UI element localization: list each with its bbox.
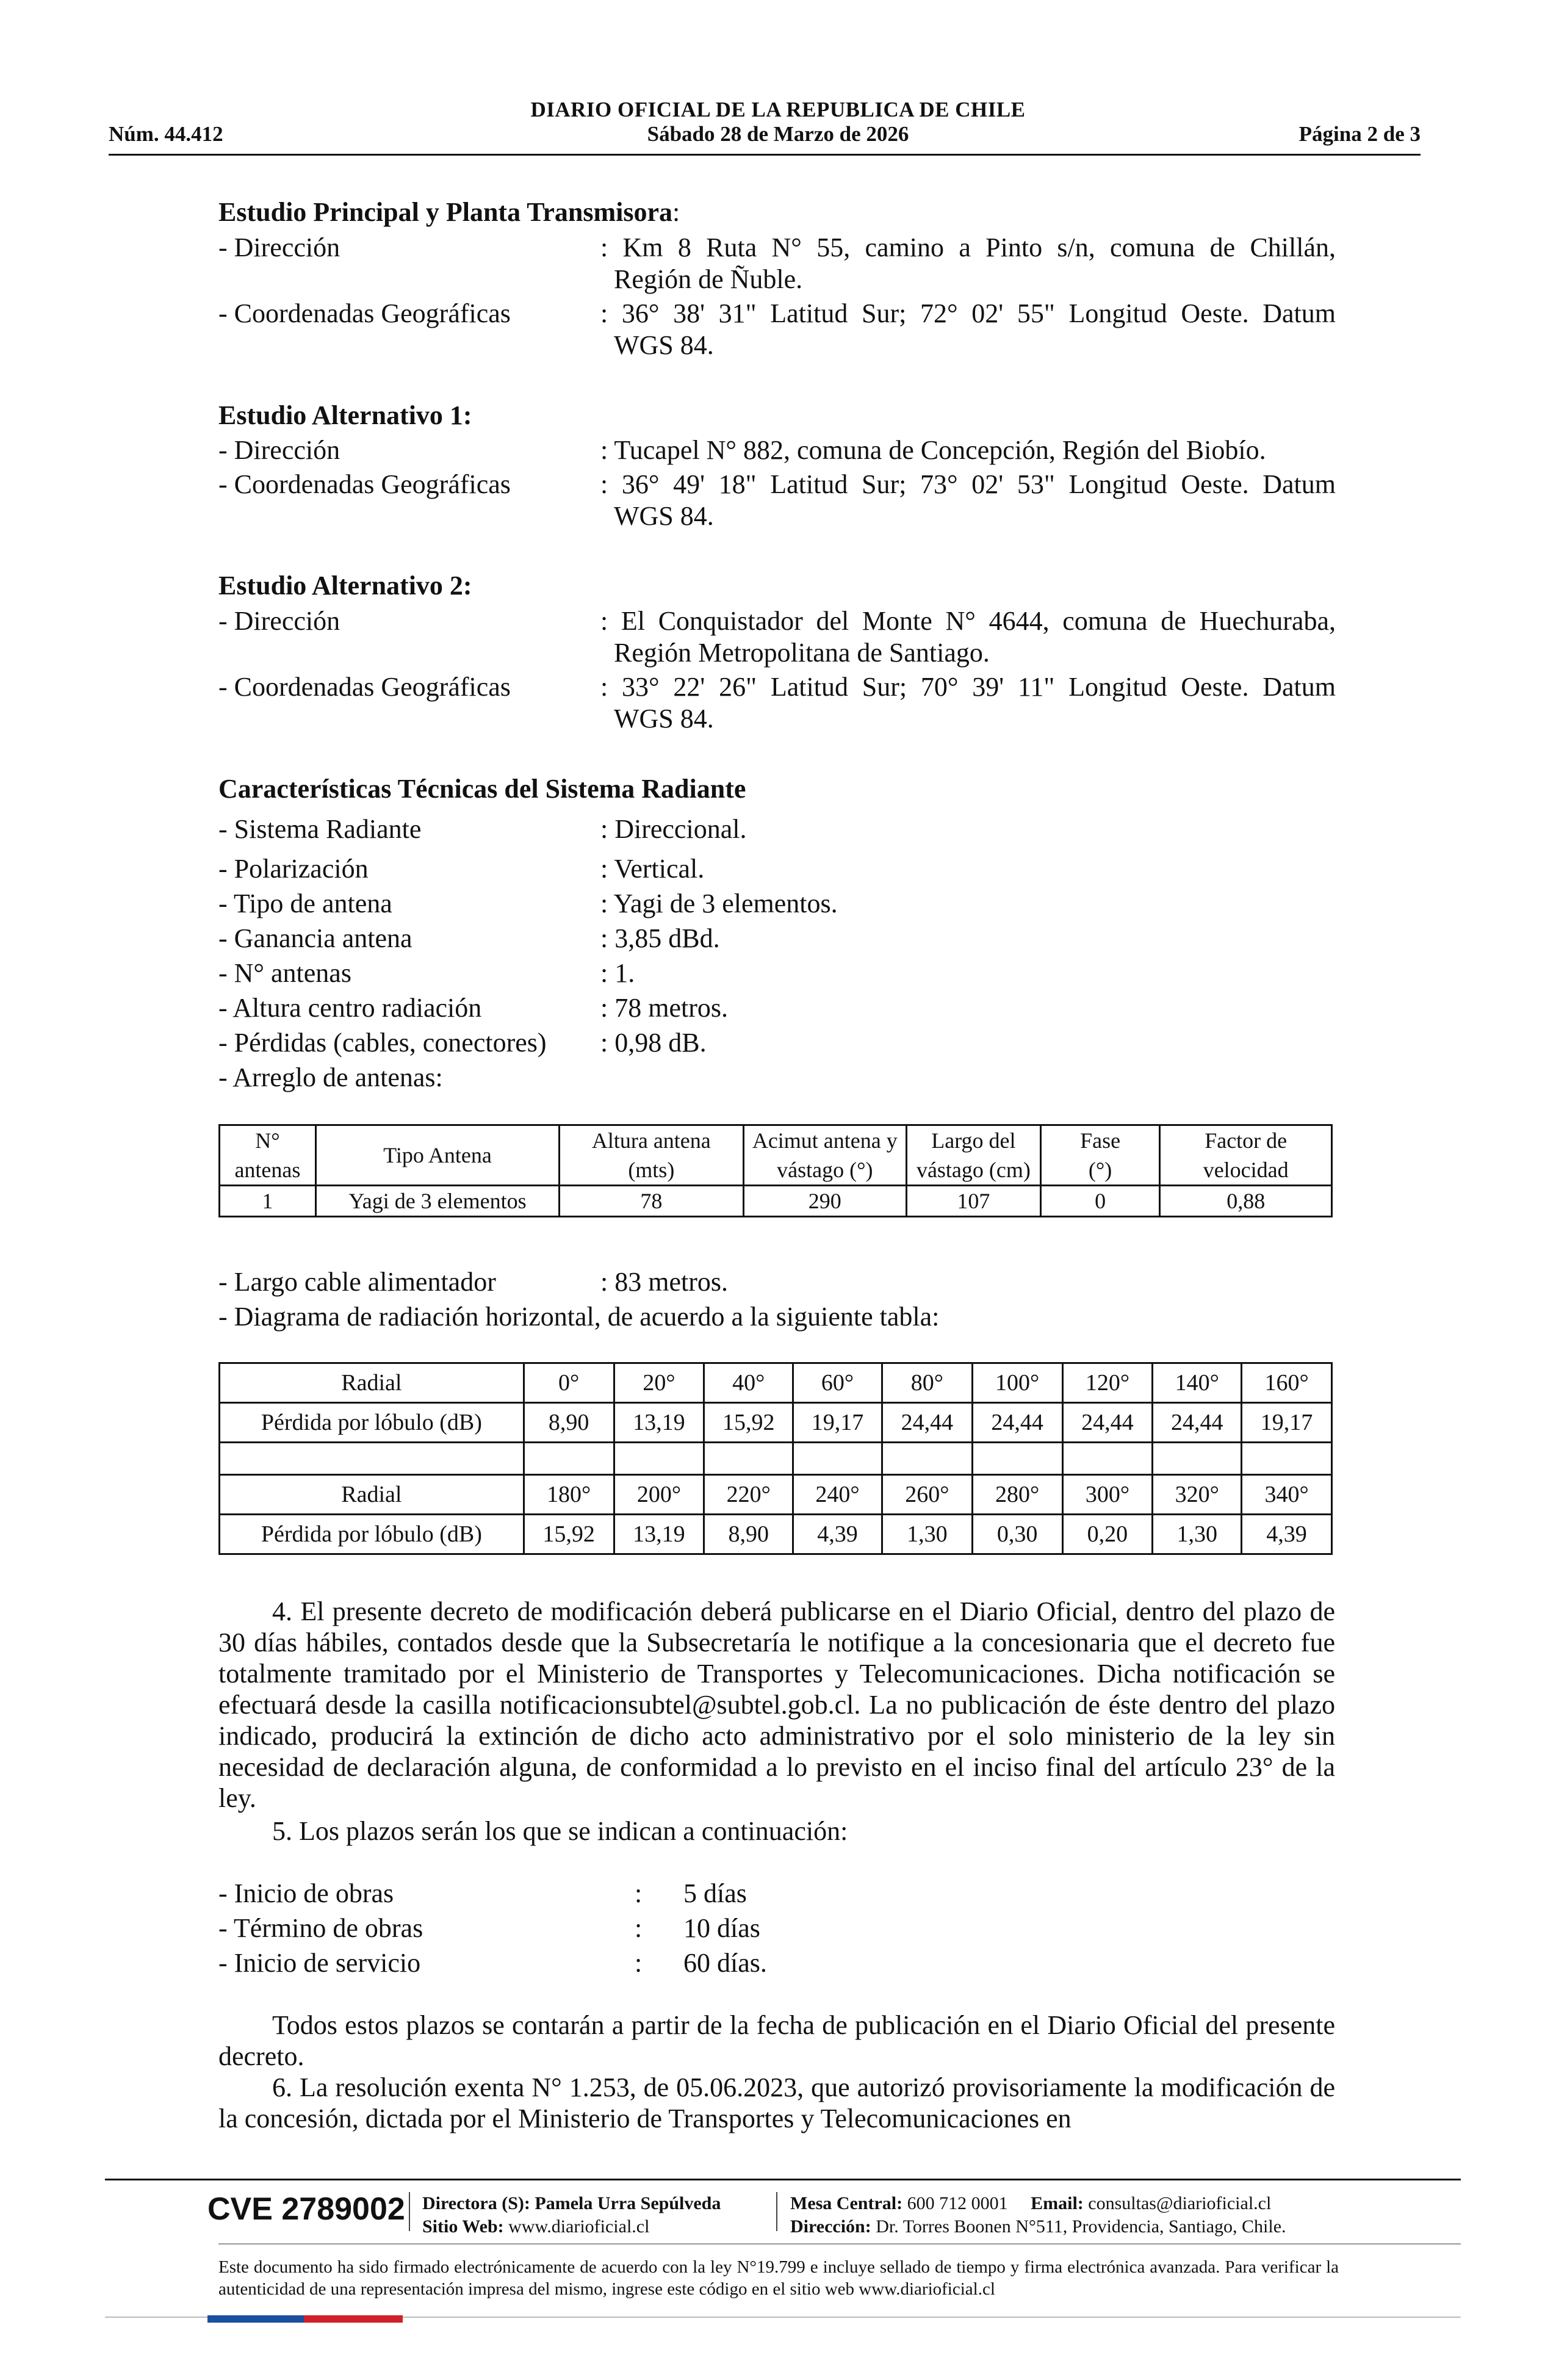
table-cell: 19,17 (793, 1403, 882, 1443)
footer-website-link[interactable]: www.diarioficial.cl (508, 2216, 650, 2237)
paragraph-6: 6. La resolución exenta N° 1.253, de 05.06.2023, que autorizó provisoriamente la modificación de la concesión, dictada por el Ministerio de Transportes y Telecomunicaciones en (218, 2072, 1335, 2133)
label-direccion: - Dirección (218, 435, 340, 465)
plazo-separator: : (635, 1948, 643, 1978)
table-cell: 24,44 (882, 1403, 972, 1443)
row-label: Radial (220, 1363, 524, 1403)
table-cell: 24,44 (972, 1403, 1062, 1443)
spec-value: : Vertical. (600, 854, 705, 884)
value-coordenadas: : 36° 49' 18" Latitud Sur; 73° 02' 53" Longitud Oeste. Datum WGS 84. (600, 469, 1336, 531)
table-cell: Yagi de 3 elementos (315, 1186, 559, 1217)
value-coordenadas: : 36° 38' 31" Latitud Sur; 72° 02' 55" Longitud Oeste. Datum WGS 84. (600, 298, 1336, 360)
table-cell: 80° (882, 1363, 972, 1403)
value-direccion: : El Conquistador del Monte N° 4644, comuna de Huechuraba, Región Metropolitana de Santiago. (600, 606, 1336, 668)
header-rule (109, 154, 1421, 156)
table-cell: 0° (524, 1363, 614, 1403)
plazo-value: 5 días (683, 1878, 747, 1908)
spec-label: - Pérdidas (cables, conectores) (218, 1028, 547, 1058)
cable-label: - Largo cable alimentador (218, 1267, 496, 1297)
table-cell: 4,39 (793, 1515, 882, 1554)
value-direccion: : Tucapel N° 882, comuna de Concepción, Región del Biobío. (600, 435, 1266, 465)
table-cell: 320° (1153, 1475, 1242, 1515)
plazo-label: - Inicio de servicio (218, 1948, 421, 1978)
flag-stripe-red (304, 2315, 403, 2323)
value-coordenadas: : 33° 22' 26" Latitud Sur; 70° 39' 11" Longitud Oeste. Datum WGS 84. (600, 672, 1336, 734)
issue-date: Sábado 28 de Marzo de 2026 (647, 122, 909, 146)
header-cell: Acimut antena y vástago (°) (743, 1125, 907, 1186)
table-cell: 220° (704, 1475, 793, 1515)
table-cell: 0,20 (1062, 1515, 1153, 1554)
value-direccion: : Km 8 Ruta N° 55, camino a Pinto s/n, comuna de Chillán, Región de Ñuble. (600, 233, 1336, 294)
spec-label: - Altura centro radiación (218, 993, 482, 1023)
loss-row (220, 1403, 1332, 1443)
plazo-value: 10 días (683, 1913, 760, 1943)
table-cell: 340° (1242, 1475, 1332, 1515)
table-cell: 107 (907, 1186, 1041, 1217)
footer-directora: Directora (S): Pamela Urra Sepúlveda Sitio Web: www.diarioficial.cl (422, 2193, 721, 2237)
flag-stripe-blue (207, 2315, 304, 2323)
section-heading-caracteristicas: Características Técnicas del Sistema Radiante (218, 774, 746, 804)
footer-divider (409, 2192, 410, 2231)
radial-row (220, 1475, 1332, 1515)
row-label: Pérdida por lóbulo (dB) (220, 1403, 524, 1443)
table-cell: 0 (1040, 1186, 1160, 1217)
header-cell: Largo del vástago (cm) (907, 1125, 1041, 1186)
spec-value: : 0,98 dB. (600, 1028, 707, 1058)
section-heading-alt1: Estudio Alternativo 1: (218, 400, 472, 430)
table-cell: 4,39 (1242, 1515, 1332, 1554)
table-cell: 8,90 (704, 1515, 793, 1554)
spec-value: : 1. (600, 958, 635, 988)
footer-contact: Mesa Central: 600 712 0001 Email: consultas@diarioficial.cl Dirección: Dr. Torres Boonen N°511, Providencia, Santiago, Chile. (790, 2193, 1286, 2237)
table-cell: 140° (1153, 1363, 1242, 1403)
radial-row (220, 1363, 1332, 1403)
table-cell: 13,19 (614, 1515, 704, 1554)
page-indicator: Página 2 de 3 (1298, 122, 1421, 146)
loss-row (220, 1515, 1332, 1554)
plazo-separator: : (635, 1878, 643, 1908)
table-cell: 1,30 (1153, 1515, 1242, 1554)
header-cell: N° antenas (220, 1125, 316, 1186)
footer-email-link[interactable]: consultas@diarioficial.cl (1088, 2193, 1272, 2213)
footer-rule (218, 2243, 1461, 2245)
table-cell: 40° (704, 1363, 793, 1403)
header-cell: Factor de velocidad (1160, 1125, 1332, 1186)
label-direccion: - Dirección (218, 233, 340, 262)
signature-notice: Este documento ha sido firmado electrónicamente de acuerdo con la ley N°19.799 e incluye sellado de tiempo y firma electrónica avanzada. Para verificar la autenticidad de una representación impresa del mismo, ingrese este código en el sitio web www.diarioficial.cl (218, 2257, 1339, 2299)
table-cell: 20° (614, 1363, 704, 1403)
cable-value: : 83 metros. (600, 1267, 728, 1297)
table-cell: 60° (793, 1363, 882, 1403)
plazo-value: 60 días. (683, 1948, 767, 1978)
spacer-row (220, 1443, 1332, 1475)
table-cell: 15,92 (524, 1515, 614, 1554)
spec-label: - Sistema Radiante (218, 814, 422, 844)
footer-rule (105, 2179, 1461, 2180)
table-header-row (220, 1125, 1332, 1186)
table-cell: 24,44 (1153, 1403, 1242, 1443)
spec-label: - Arreglo de antenas: (218, 1062, 443, 1092)
header-cell: Fase (°) (1040, 1125, 1160, 1186)
paragraph-5: 5. Los plazos serán los que se indican a continuación: (272, 1816, 848, 1846)
table-cell: 1,30 (882, 1515, 972, 1554)
table-cell: 24,44 (1062, 1403, 1153, 1443)
row-label: Radial (220, 1475, 524, 1515)
table-cell: 290 (743, 1186, 907, 1217)
table-cell: 0,30 (972, 1515, 1062, 1554)
section-heading-principal: Estudio Principal y Planta Transmisora: (218, 197, 680, 227)
table-cell: 120° (1062, 1363, 1153, 1403)
issue-number: Núm. 44.412 (109, 122, 223, 146)
table-cell: 19,17 (1242, 1403, 1332, 1443)
table-row (220, 1186, 1332, 1217)
label-coordenadas: - Coordenadas Geográficas (218, 469, 511, 499)
label-coordenadas: - Coordenadas Geográficas (218, 672, 511, 702)
diagram-intro: - Diagrama de radiación horizontal, de acuerdo a la siguiente tabla: (218, 1302, 940, 1332)
table-cell: 200° (614, 1475, 704, 1515)
paragraph-todos: Todos estos plazos se contarán a partir de la fecha de publicación en el Diario Oficial del presente decreto. (218, 2010, 1335, 2071)
spec-label: - Ganancia antena (218, 923, 412, 953)
spec-value: : 78 metros. (600, 993, 728, 1023)
table-cell: 100° (972, 1363, 1062, 1403)
cve-code: CVE 2789002 (207, 2191, 405, 2227)
table-cell: 13,19 (614, 1403, 704, 1443)
spec-label: - Tipo de antena (218, 889, 392, 918)
plazo-separator: : (635, 1913, 643, 1943)
table-cell: 300° (1062, 1475, 1153, 1515)
table-cell: 180° (524, 1475, 614, 1515)
label-coordenadas: - Coordenadas Geográficas (218, 298, 511, 328)
spec-value: : 3,85 dBd. (600, 923, 720, 953)
footer-divider (776, 2192, 777, 2231)
table-cell: 8,90 (524, 1403, 614, 1443)
newspaper-title: DIARIO OFICIAL DE LA REPUBLICA DE CHILE (530, 98, 1026, 121)
row-label: Pérdida por lóbulo (dB) (220, 1515, 524, 1554)
plazo-label: - Inicio de obras (218, 1878, 394, 1908)
antenna-array-table (218, 1124, 1333, 1217)
spec-value: : Yagi de 3 elementos. (600, 889, 838, 918)
spec-label: - Polarización (218, 854, 369, 884)
paragraph-4: 4. El presente decreto de modificación deberá publicarse en el Diario Oficial, dentro del plazo de 30 días hábiles, contados desde que la Subsecretaría le notifique a la concesionaria que el decreto fue totalmente tramitado por el Ministerio de Transportes y Telecomunicaciones. Dicha notificación se efectuará desde la casilla notificacionsubtel@subtel.gob.cl. La no publicación de éste dentro del plazo indicado, producirá la extinción de dicho acto administrativo por el solo ministerio de la ley sin necesidad de declaración alguna, de conformidad a lo previsto en el inciso final del artículo 23° de la ley. (218, 1596, 1335, 1813)
spec-label: - N° antenas (218, 958, 351, 988)
label-direccion: - Dirección (218, 606, 340, 636)
header-cell: Tipo Antena (315, 1125, 559, 1186)
table-cell: 280° (972, 1475, 1062, 1515)
table-cell: 260° (882, 1475, 972, 1515)
table-cell: 78 (560, 1186, 743, 1217)
table-cell: 1 (220, 1186, 316, 1217)
table-cell: 240° (793, 1475, 882, 1515)
plazo-label: - Término de obras (218, 1913, 423, 1943)
table-cell: 15,92 (704, 1403, 793, 1443)
section-heading-alt2: Estudio Alternativo 2: (218, 571, 472, 600)
spec-value: : Direccional. (600, 814, 747, 844)
radiation-pattern-table (218, 1362, 1333, 1555)
header-cell: Altura antena (mts) (560, 1125, 743, 1186)
table-cell: 0,88 (1160, 1186, 1332, 1217)
table-cell: 160° (1242, 1363, 1332, 1403)
